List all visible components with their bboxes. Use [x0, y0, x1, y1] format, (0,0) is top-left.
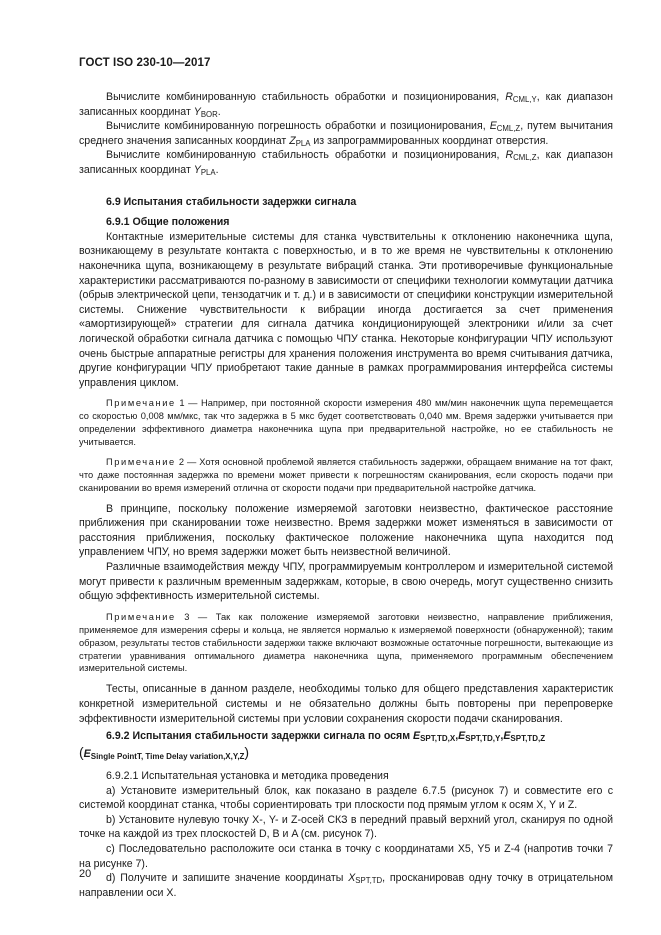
intro-paragraph-2: Вычислите комбинированную погрешность обработки и позиционирования, $E_{CML,Z}$, путем вычитания среднего значения записанных координат $Z_{PLA}$ из запрограммированных координат отверстия.: [79, 120, 613, 148]
page-number: 20: [79, 868, 92, 880]
standard-header: ГОСТ ISO 230-10—2017: [79, 57, 211, 69]
section-6-9-2-heading: 6.9.2 Испытания стабильности задержки сигнала по осям $E_{SPT,TD,X},E_{SPT,TD,Y},E_{SPT,TD,Z}$: [106, 730, 546, 744]
body-paragraph-3: Различные взаимодействия между ЧПУ, программируемым контроллером и измерительной системой могут привести к различным временным задержкам, которые, в свою очередь, могут существенно снизить общую эффективность измерительной системы.: [79, 561, 613, 603]
note-3: Примечание 3 — Так как положение измеряемой заготовки неизвестно, направление приближения, применяемое для измерения сферы и кольца, не является нормалью к измеряемой поверхности (обнаруженной); таким образом, результаты тестов стабильности задержки также включают возможные остаточные погрешности, вытекающие из стратегии уравнивания оптимального диаметра наконечника щупа, применяемого программным обеспечением измерительной системы.: [79, 611, 613, 674]
body-paragraph-1: Контактные измерительные системы для станка чувствительны к отклонению наконечника щупа, возникающему в результате контакта с поверхностью, и в то же время не чувствительны к отклонению наконечника щупа, возникающему в результате вибраций станка. Эти противоречивые функциональные характеристики рассматриваются по-разному в зависимости от специфики технологии коммутации датчика (обрыв электрической цепи, тензодатчик и т. д.) и в зависимости от специфики конструкции измерительной системы. Снижение чувствительности к вибрации иногда достигается за счет применения «амортизирующей» стратегии для сигнала датчика кондиционирующей электроники и/или за счет логической обработки сигнала датчика с помощью ЧПУ станка. Некоторые конфигурации ЧПУ используют очень быстрые аппаратные регистры для хранения положения инструмента во время считывания датчика, другие конфигурации ЧПУ приобретают такие данные в рамках программирования интерфейса системы управления циклом.: [79, 230, 613, 389]
body-paragraph-4: Тесты, описанные в данном разделе, необходимы только для общего представления характеристик конкретной измерительной системы и не обязательно должны быть повторены при перепроверке эффективности измерительной системы при условии сохранения скорости подачи сканирования.: [79, 683, 613, 725]
step-b: b) Установите нулевую точку X-, Y- и Z-осей СКЗ в передний правый верхний угол, сканируя по одной точке на каждой из трех плоскостей D, B и A (см. рисунок 7).: [79, 813, 613, 841]
intro-paragraph-1: Вычислите комбинированную стабильность обработки и позиционирования, $R_{CML,Y}$, как диапазон записанных координат $Y_{BOR}$.: [79, 91, 613, 119]
step-a: a) Установите измерительный блок, как показано в разделе 6.7.5 (рисунок 7) и совместите его с системой координат станка, чтобы сориентировать три плоскости под прямым углом к осям X, Y и Z.: [79, 784, 613, 812]
note-1: Примечание 1 — Например, при постоянной скорости измерения 480 мм/мин наконечник щупа перемещается со скоростью 0,008 мм/мкс, так что задержка в 5 мкс будет соответствовать 0,040 мм. Время задержки учитывается при определении эффективного диаметра наконечника щупа при предварительной настройке, но ее стабильность не учитывается.: [79, 398, 613, 447]
section-6-9-2-symbol-line: $(E_{Single PointT, Time Delay variation,X,Y,Z})$: [79, 744, 250, 762]
note-2: Примечание 2 — Хотя основной проблемой является стабильность задержки, обращаем внимание на тот факт, что даже постоянная задержка по времени может привести к погрешностям сканирования, если скорость подачи при сканировании во время измерений отлична от скорости подачи при предварительной настройке датчика.: [79, 456, 613, 493]
step-heading-6-9-2-1: 6.9.2.1 Испытательная установка и методика проведения: [106, 770, 389, 783]
body-paragraph-2: В принципе, поскольку положение измеряемой заготовки неизвестно, фактическое расстояние приближения при сканировании тоже неизвестно. Время задержки может изменяться в зависимости от расстояния приближения, поскольку фактическое положение наконечника щупа находится под управлением ЧПУ, но время задержки может быть неизвестной величиной.: [79, 502, 613, 559]
page-content: [79, 90, 613, 900]
step-c: c) Последовательно расположите оси станка в точку с координатами X5, Y5 и Z-4 (напротив точки 7 на рисунке 7).: [79, 843, 613, 870]
intro-paragraph-3: Вычислите комбинированную стабильность обработки и позиционирования, $R_{CML,Z}$, как диапазон записанных координат $Y_{PLA}$.: [79, 149, 613, 177]
section-6-9-heading: 6.9 Испытания стабильности задержки сигнала: [106, 195, 357, 208]
step-d: d) Получите и запишите значение координаты $X_{SPT,TD}$, просканировав одну точку в отрицательном направлении оси X.: [79, 872, 613, 899]
section-6-9-1-heading: 6.9.1 Общие положения: [106, 216, 230, 229]
